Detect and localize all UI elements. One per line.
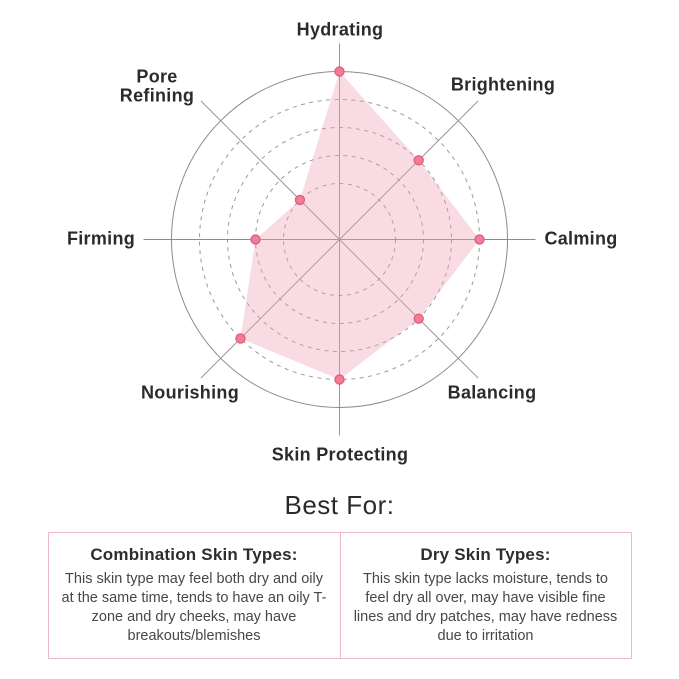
skin-type-card-dry <box>340 533 631 658</box>
card-title-dry: Dry Skin Types: <box>420 545 551 564</box>
axis-label-nourishing: Nourishing <box>141 382 239 403</box>
radar-dot-balancing <box>414 314 423 323</box>
axis-label-firming: Firming <box>66 228 136 249</box>
radar-dot-nourishing <box>236 334 245 343</box>
best-for-boxes <box>48 532 632 659</box>
radar-dot-calming <box>475 235 484 244</box>
best-for-section <box>0 480 679 659</box>
radar-dot-pore-refining <box>295 195 304 204</box>
axis-label-brightening: Brightening <box>450 74 556 95</box>
radar-dot-brightening <box>414 156 423 165</box>
axis-label-calming: Calming <box>544 228 618 249</box>
radar-dot-hydrating <box>335 67 344 76</box>
card-body-combination: This skin type may feel both dry and oily at the same time, tends to have an oily T-zone and dry cheeks, may have breakouts/blemishes <box>61 571 327 644</box>
card-body-dry: This skin type lacks moisture, tends to feel dry all over, may have visible fine lines and dry patches, may have redness due to irritation <box>353 571 618 644</box>
card-title-combination: Combination Skin Types: <box>90 545 298 564</box>
axis-label-balancing: Balancing <box>447 382 537 403</box>
radar-dot-skin-protecting <box>335 375 344 384</box>
skin-type-card-combination <box>49 533 340 658</box>
axis-label-pore-refining: Pore Refining <box>119 66 195 105</box>
best-for-heading: Best For: <box>284 490 395 520</box>
axis-label-skin-protecting: Skin Protecting <box>271 444 409 465</box>
radar-dot-firming <box>251 235 260 244</box>
axis-label-hydrating: Hydrating <box>296 19 384 40</box>
